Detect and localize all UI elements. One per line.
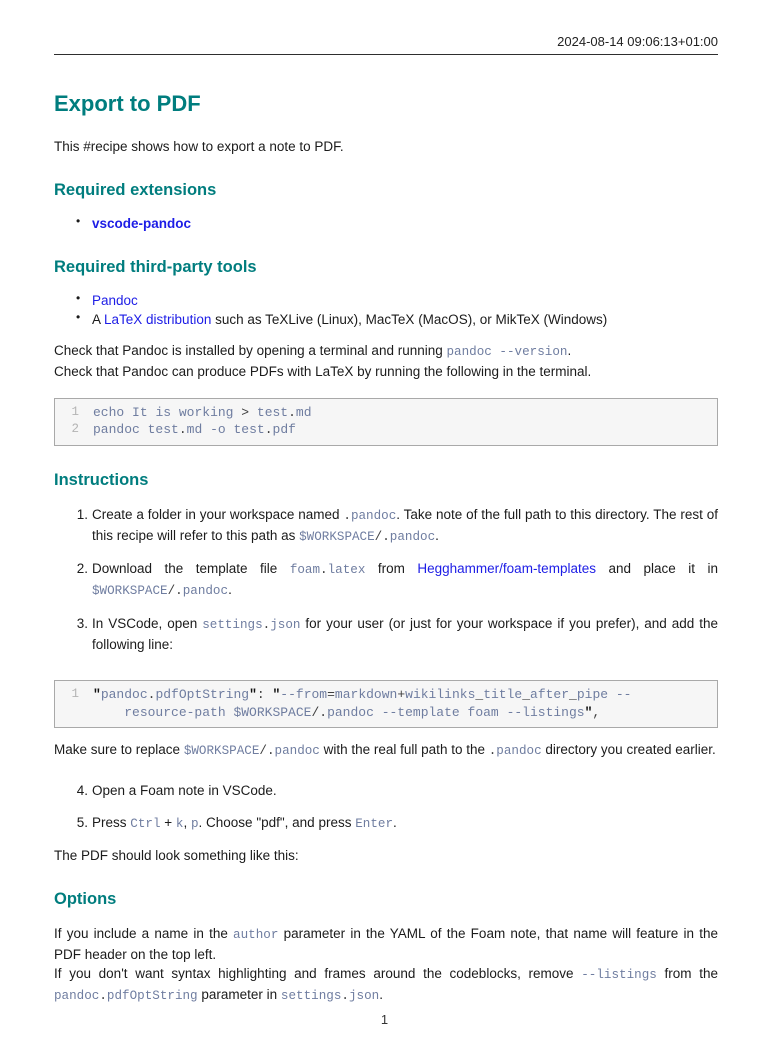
inline-code: Ctrl <box>130 817 161 832</box>
numbered-item <box>54 614 718 654</box>
list-item-text <box>92 293 138 308</box>
inline-code: Enter <box>355 817 394 832</box>
inline-code: $WORKSPACE/.pandoc <box>299 529 436 544</box>
inline-code: k <box>175 817 184 832</box>
inline-code: author <box>233 928 279 943</box>
line-number: 1 <box>71 687 79 702</box>
inline-code: /.pandoc <box>167 584 229 599</box>
inline-code: .pandoc <box>488 744 542 759</box>
numbered-item <box>54 781 718 800</box>
inline-code: pandoc --version <box>446 344 568 359</box>
intro-paragraph: This #recipe shows how to export a note to PDF. <box>54 138 344 154</box>
section-heading-required-extensions: Required extensions <box>54 180 217 199</box>
list-item-text: A LaTeX distribution such as TeXLive (Linux), MacTeX (MacOS), or MikTeX (Windows) <box>92 311 608 327</box>
page-header <box>54 0 718 55</box>
inline-code: $WORKSPACE <box>92 584 168 599</box>
numbered-item <box>54 559 718 601</box>
options-paragraph-2: If you don't want syntax highlighting and frames around the codeblocks, remove --listings from the pandoc.pdfOptString parameter in settings.json. <box>54 966 718 1003</box>
item-number: 3. <box>76 616 88 632</box>
inline-code: $WORKSPACE/.pandoc <box>183 744 320 759</box>
code-text: pandoc test.md -o test.pdf <box>93 422 296 438</box>
section-heading-instructions: Instructions <box>54 470 149 489</box>
bullet-icon: • <box>76 309 81 324</box>
code-line <box>55 421 717 439</box>
item-number: 1. <box>76 506 88 522</box>
bullet-icon: • <box>76 290 81 305</box>
inline-code: settings.json <box>280 988 380 1003</box>
code-text: echo It is working > test.md <box>93 404 312 420</box>
doc-link[interactable]: vscode-pandoc <box>92 215 192 231</box>
item-text: Open a Foam note in VSCode. <box>92 783 277 799</box>
page-title: Export to PDF <box>54 91 201 117</box>
check-paragraph-line1: Check that Pandoc is installed by opening a terminal and running pandoc --version. <box>54 342 572 359</box>
list-item-text <box>92 216 191 231</box>
item-text: Download the template file foam.latex from Hegghammer/foam-templates and place it in $WORKSPACE/.pandoc. <box>92 561 718 599</box>
header-rule <box>54 54 718 55</box>
line-number: 2 <box>71 422 79 437</box>
page-number: 1 <box>380 1011 389 1027</box>
list-item <box>76 290 718 310</box>
item-text: In VSCode, open settings.json for your user (or just for your workspace if you prefer), and add the following line: <box>92 616 719 653</box>
list-item <box>76 309 718 329</box>
code-line <box>55 686 717 704</box>
instructions-list-continued <box>54 781 718 834</box>
required-tools-list <box>54 291 718 329</box>
doc-link[interactable]: Hegghammer/foam-templates <box>417 561 596 577</box>
numbered-item <box>54 813 718 834</box>
code-line <box>55 404 717 422</box>
code-block-settings <box>54 680 718 728</box>
item-text: Press Ctrl + k, p. Choose "pdf", and press Enter. <box>92 815 397 832</box>
required-extensions-list <box>54 214 718 233</box>
item-text: Create a folder in your workspace named .pandoc. Take note of the full path to this directory. The rest of this recipe will refer to this path as $WORKSPACE/.pandoc. <box>92 506 718 544</box>
section-heading-options: Options <box>54 890 117 909</box>
inline-code: --listings <box>581 968 657 983</box>
code-line <box>55 704 717 722</box>
line-number <box>55 704 79 722</box>
doc-link[interactable]: Pandoc <box>92 292 138 308</box>
inline-code: foam.latex <box>289 563 366 578</box>
inline-code: pandoc.pdfOptString <box>54 988 198 1003</box>
check-paragraph-line2: Check that Pandoc can produce PDFs with LaTeX by running the following in the terminal. <box>54 363 592 379</box>
inline-code: p <box>190 817 199 832</box>
item-number: 5. <box>76 815 88 831</box>
section-heading-required-tools: Required third-party tools <box>54 257 257 276</box>
inline-code: .pandoc <box>343 508 397 523</box>
doc-link[interactable]: LaTeX distribution <box>104 311 212 327</box>
line-number: 1 <box>71 404 79 419</box>
item-number: 4. <box>76 783 88 799</box>
code-text: resource-path $WORKSPACE/.pandoc --template foam --listings", <box>124 704 601 720</box>
replace-paragraph: Make sure to replace $WORKSPACE/.pandoc with the real full path to the .pandoc directory you created earlier. <box>54 742 716 759</box>
inline-code: settings.json <box>202 618 301 633</box>
bullet-icon: • <box>76 213 81 228</box>
instructions-list <box>54 505 718 655</box>
header-timestamp: 2024-08-14 09:06:13+01:00 <box>557 34 718 49</box>
code-text: "pandoc.pdfOptString": "--from=markdown+wikilinks_title_after_pipe -- <box>93 687 632 703</box>
item-number: 2. <box>76 561 88 577</box>
options-paragraph-1: If you include a name in the author parameter in the YAML of the Foam note, that name will feature in the PDF header on the top left. <box>54 926 718 962</box>
code-block-terminal <box>54 398 718 446</box>
pdf-result-paragraph: The PDF should look something like this: <box>54 848 299 864</box>
numbered-item <box>54 505 718 547</box>
list-item <box>76 213 718 233</box>
